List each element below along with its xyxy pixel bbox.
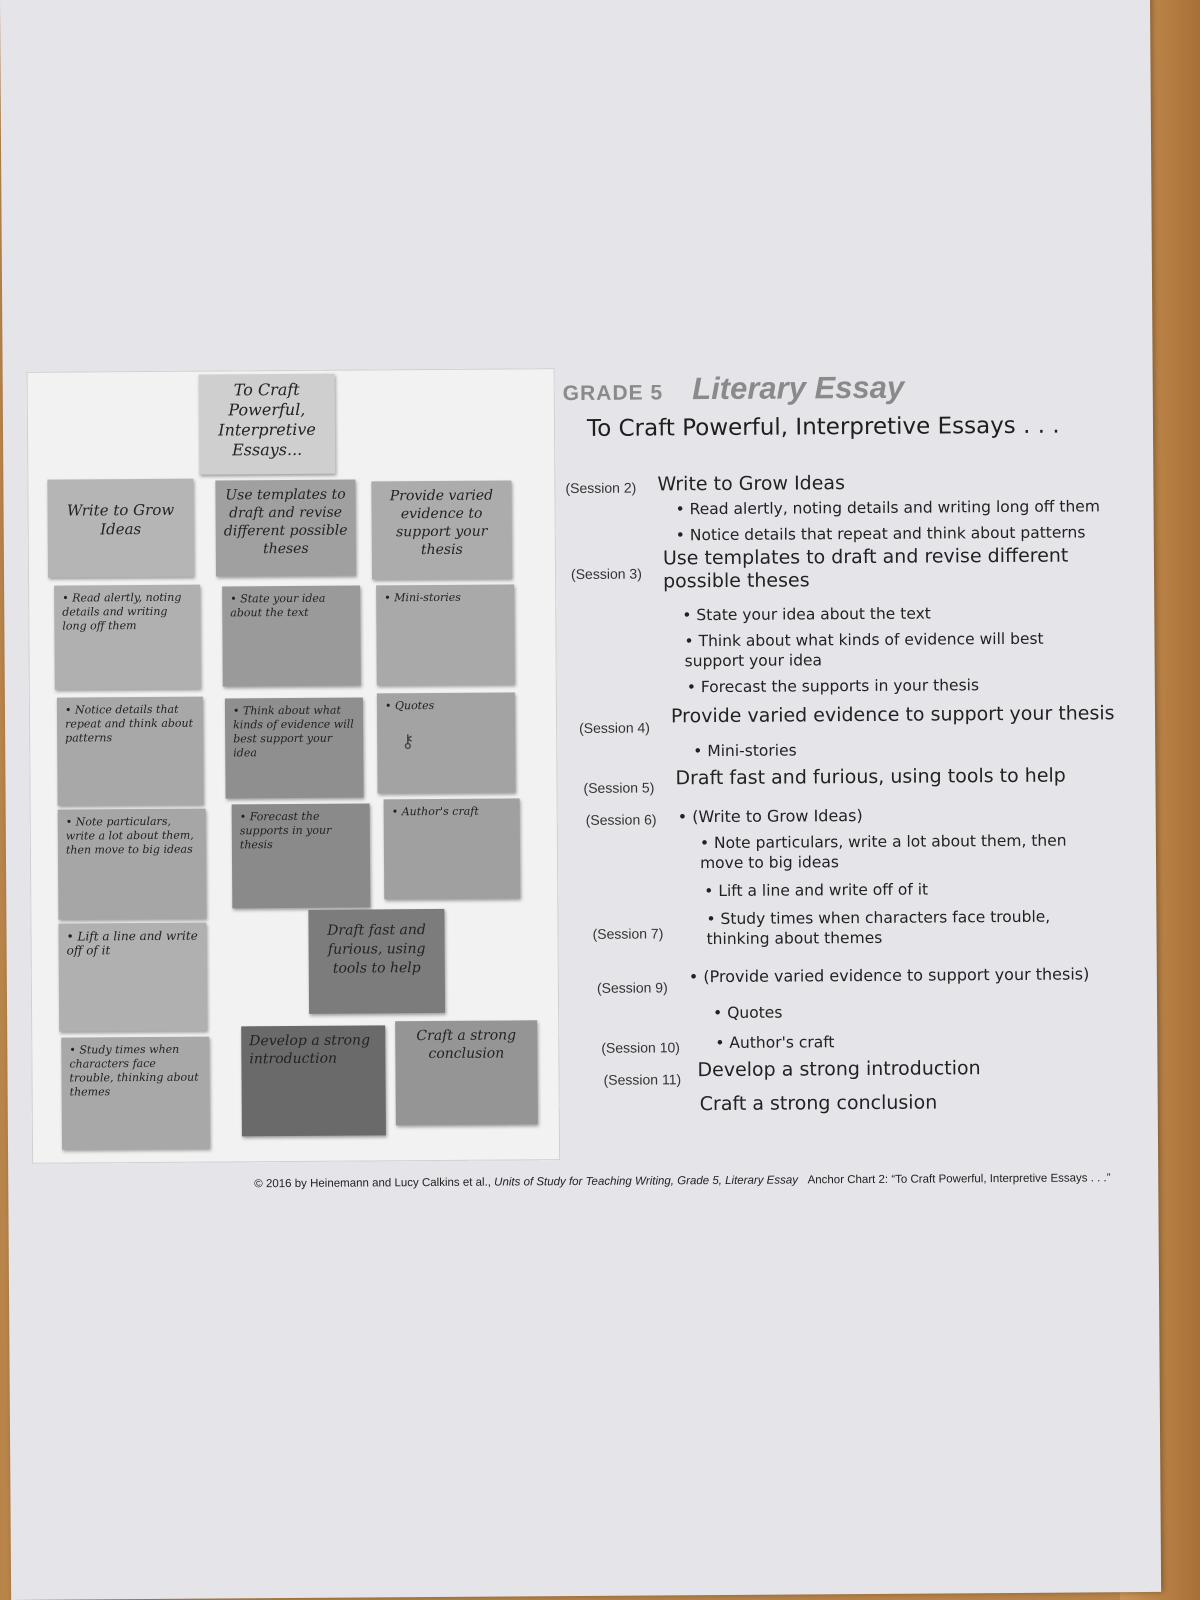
session-label-4: (Session 4) xyxy=(579,719,650,736)
note-forecast: • Forecast the supports in your thesis xyxy=(232,803,371,908)
key-icon: ⚷ xyxy=(401,731,415,753)
note-state-idea: • State your idea about the text xyxy=(222,586,361,687)
session-label-3: (Session 3) xyxy=(570,565,642,583)
note-quotes: • Quotes xyxy=(377,692,516,793)
book-title: Units of Study for Teaching Writing, Grade 5, Literary Essay xyxy=(494,1174,799,1189)
note-notice-details: • Notice details that repeat and think about patterns xyxy=(57,697,204,806)
sub-state-idea: • State your idea about the text xyxy=(682,604,931,626)
session-label-2: (Session 2) xyxy=(565,479,637,497)
session-label-11: (Session 11) xyxy=(603,1071,682,1088)
sub-lift-line: • Lift a line and write off of it xyxy=(704,880,928,902)
step-write-to-grow-paren: • (Write to Grow Ideas) xyxy=(678,806,863,827)
chart-title-note: To Craft Powerful, Interpretive Essays... xyxy=(199,374,336,475)
copyright-footer xyxy=(254,1172,1110,1190)
step-craft-conclusion: Craft a strong conclusion xyxy=(699,1091,938,1116)
note-study-times: • Study times when characters face trouble, thinking about themes xyxy=(61,1037,210,1150)
session-label-10: (Session 10) xyxy=(601,1039,680,1056)
note-provide-evidence: Provide varied evidence to support your thesis xyxy=(371,480,512,579)
step-draft-fast: Draft fast and furious, using tools to help xyxy=(675,764,1066,790)
session-label-5: (Session 5) xyxy=(583,779,655,796)
note-note-particulars: • Note particulars, write a lot about them, then move to big ideas xyxy=(58,809,207,920)
sub-forecast: • Forecast the supports in your thesis xyxy=(687,675,979,697)
anchor-chart-photo xyxy=(27,368,561,1164)
note-draft-fast: Draft fast and furious, using tools to help xyxy=(308,909,445,1014)
note-write-to-grow: Write to Grow Ideas xyxy=(47,479,194,578)
note-think-evidence: • Think about what kinds of evidence will best support your idea xyxy=(225,697,364,798)
note-read-alertly: • Read alertly, noting details and writing long off them xyxy=(54,585,201,690)
step-provide-evidence-paren: • (Provide varied evidence to support your thesis) xyxy=(689,964,1090,987)
sub-notice-details: • Notice details that repeat and think about patterns xyxy=(676,522,1086,545)
sub-think-evidence: • Think about what kinds of evidence will best support your idea xyxy=(684,628,1104,671)
note-develop-intro: Develop a strong introduction xyxy=(241,1025,386,1136)
note-use-templates: Use templates to draft and revise different possible theses xyxy=(215,480,356,577)
chart-heading: To Craft Powerful, Interpretive Essays . . . xyxy=(586,412,1060,442)
copyright-text: © 2016 by Heinemann and Lucy Calkins et al., xyxy=(254,1176,495,1191)
sub-quotes: • Quotes xyxy=(713,1003,782,1023)
step-write-to-grow: Write to Grow Ideas xyxy=(657,472,846,496)
grade-label: GRADE 5 xyxy=(562,381,664,406)
note-mini-stories: • Mini-stories xyxy=(376,584,515,685)
course-title: Literary Essay xyxy=(692,369,905,407)
note-lift-line: • Lift a line and write off of it xyxy=(58,923,207,1032)
sub-mini-stories: • Mini-stories xyxy=(693,740,797,761)
step-provide-evidence: Provide varied evidence to support your thesis xyxy=(670,702,1115,728)
sub-authors-craft: • Author's craft xyxy=(715,1032,834,1053)
anchor-chart-label: Anchor Chart 2: “To Craft Powerful, Interpretive Essays . . .” xyxy=(807,1172,1111,1187)
session-label-6: (Session 6) xyxy=(585,811,657,828)
note-craft-conclusion: Craft a strong conclusion xyxy=(395,1020,538,1125)
session-label-7: (Session 7) xyxy=(592,925,664,942)
step-develop-intro: Develop a strong introduction xyxy=(697,1057,981,1082)
sub-study-times: • Study times when characters face trouble, thinking about themes xyxy=(706,906,1116,949)
step-use-templates: Use templates to draft and revise different possible theses xyxy=(662,544,1069,593)
note-authors-craft: • Author's craft xyxy=(384,798,521,899)
session-label-9: (Session 9) xyxy=(596,979,668,996)
sub-read-alertly: • Read alertly, noting details and writing long off them xyxy=(676,496,1100,519)
sub-note-particulars: • Note particulars, write a lot about them, then move to big ideas xyxy=(700,830,1110,873)
page-header xyxy=(563,370,905,408)
